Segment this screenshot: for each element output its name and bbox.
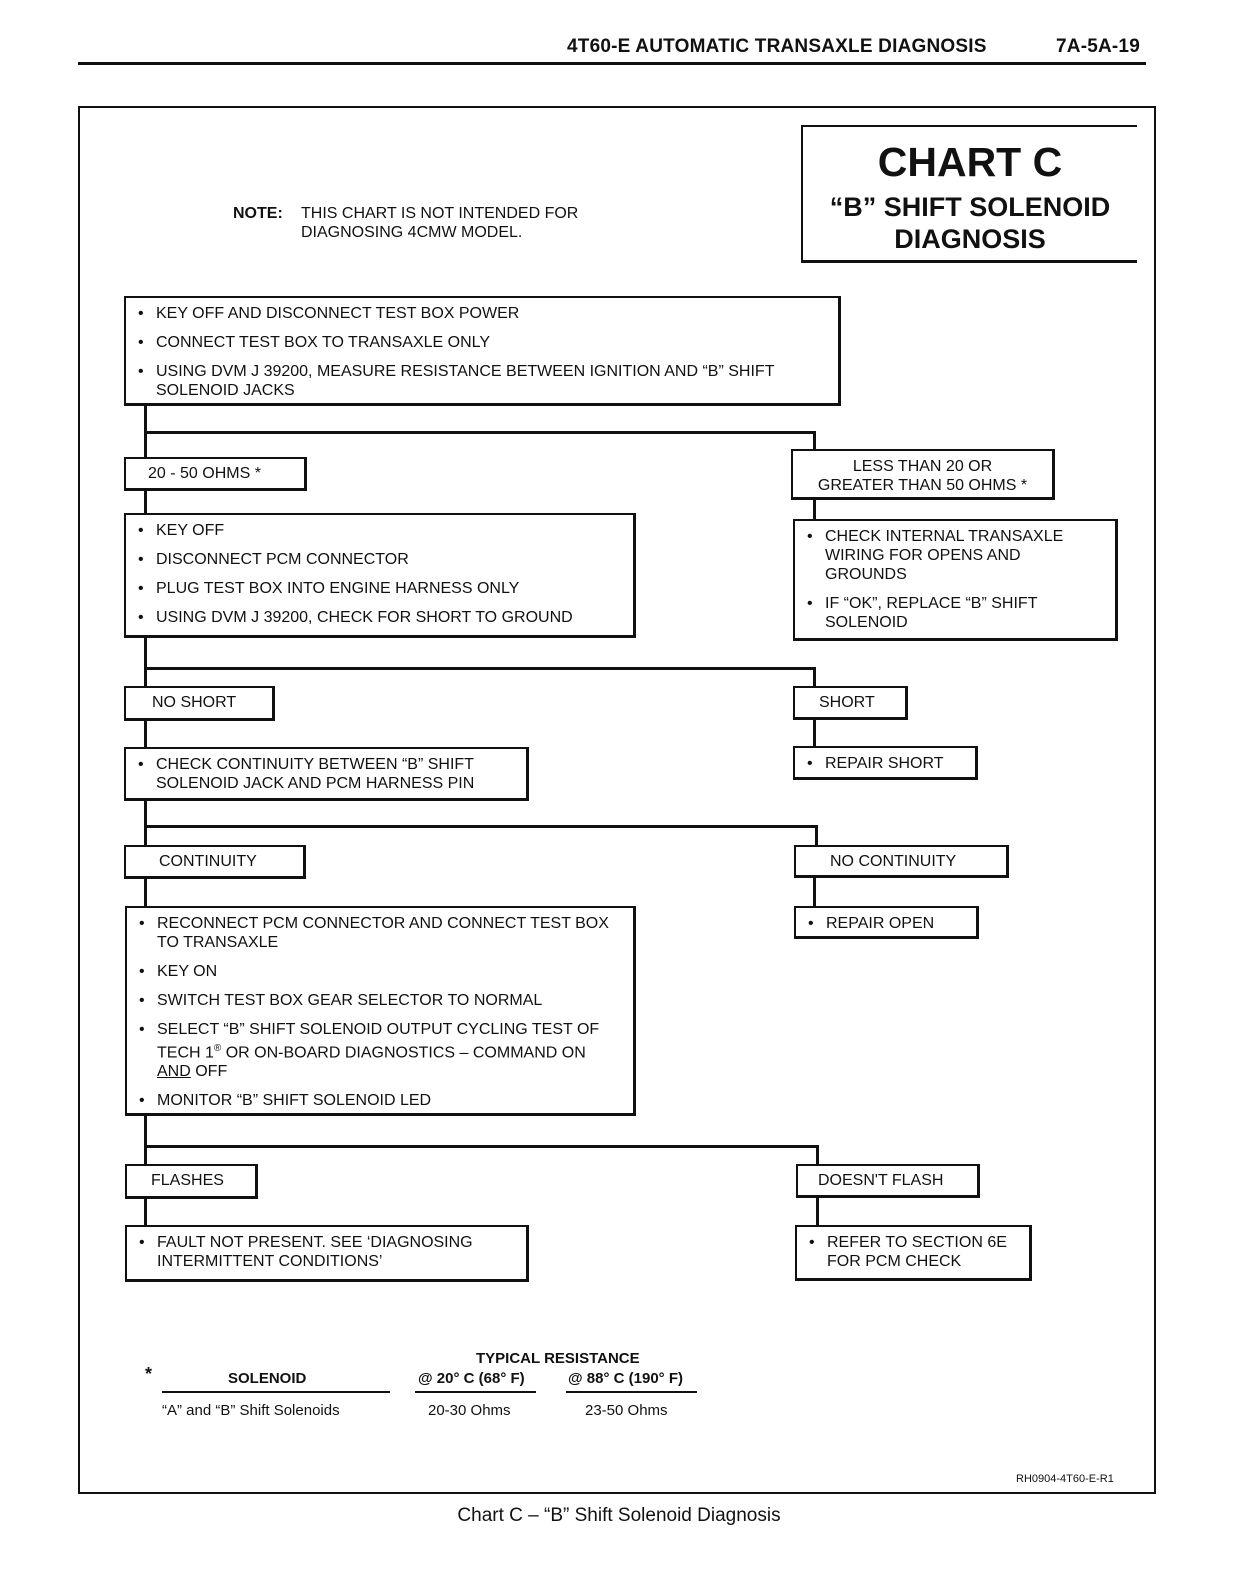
table-group-header: TYPICAL RESISTANCE <box>476 1350 640 1367</box>
ok-resistance-label: 20 - 50 OHMS * <box>124 457 307 491</box>
step3-item: • CHECK CONTINUITY BETWEEN “B” SHIFT SOLENOID JACK AND PCM HARNESS PIN <box>134 755 516 793</box>
connector <box>816 1145 819 1166</box>
refer-section-item: • REFER TO SECTION 6E FOR PCM CHECK <box>805 1233 1019 1271</box>
note-line1: THIS CHART IS NOT INTENDED FOR <box>301 205 579 222</box>
step1-box <box>124 296 841 406</box>
step4-item: • KEY ON <box>135 962 623 981</box>
connector <box>144 719 147 749</box>
connector <box>815 825 818 847</box>
connector <box>144 877 147 908</box>
step2-item: • USING DVM J 39200, CHECK FOR SHORT TO GROUND <box>134 608 623 627</box>
bad-resistance-line1: LESS THAN 20 OR <box>852 458 993 475</box>
connector <box>144 1145 819 1148</box>
no-continuity-label: NO CONTINUITY <box>794 845 1009 878</box>
step1-item: • KEY OFF AND DISCONNECT TEST BOX POWER <box>134 304 828 323</box>
chart-subtitle-line1: “B” SHIFT SOLENOID <box>829 192 1111 222</box>
step4-item: • SWITCH TEST BOX GEAR SELECTOR TO NORMAL <box>135 991 623 1010</box>
bad-action-item: • IF “OK”, REPLACE “B” SHIFT SOLENOID <box>803 594 1105 632</box>
flashes-label: FLASHES <box>125 1164 258 1199</box>
step2-item: • KEY OFF <box>134 521 623 540</box>
connector <box>144 667 816 670</box>
step2-box <box>124 513 636 638</box>
connector <box>813 431 816 451</box>
connector <box>144 489 147 515</box>
step1-item: • CONNECT TEST BOX TO TRANSAXLE ONLY <box>134 333 828 352</box>
header-rule <box>78 62 1146 65</box>
connector <box>813 876 816 908</box>
connector <box>813 718 816 748</box>
bad-resistance-label <box>791 449 1055 500</box>
step1-item: • USING DVM J 39200, MEASURE RESISTANCE BETWEEN IGNITION AND “B” SHIFT SOLENOID JACKS <box>134 362 828 400</box>
connector <box>144 825 818 828</box>
step4-item4-and: AND <box>157 1063 191 1081</box>
connector <box>144 1114 147 1166</box>
fault-not-present-item: • FAULT NOT PRESENT. SEE ‘DIAGNOSING INTERMITTENT CONDITIONS’ <box>135 1233 516 1271</box>
connector <box>144 799 147 847</box>
step4-box <box>125 906 636 1116</box>
table-col-20c: @ 20° C (68° F) <box>418 1370 525 1387</box>
step4-item: • RECONNECT PCM CONNECTOR AND CONNECT TEST BOX TO TRANSAXLE <box>135 914 623 952</box>
note-line2: DIAGNOSING 4CMW MODEL. <box>301 224 523 241</box>
repair-short-box <box>793 746 978 780</box>
no-short-label: NO SHORT <box>124 686 275 721</box>
repair-open-item: • REPAIR OPEN <box>804 914 966 933</box>
short-label: SHORT <box>793 686 908 720</box>
note-label: NOTE: <box>233 205 283 222</box>
connector <box>813 667 816 688</box>
header-page-number: 7A-5A-19 <box>1056 36 1140 57</box>
note <box>233 204 578 242</box>
figure-code: RH0904-4T60-E-R1 <box>1016 1473 1114 1485</box>
bad-action-box <box>793 519 1118 641</box>
connector <box>144 1196 147 1227</box>
doesnt-flash-label: DOESN'T FLASH <box>796 1164 980 1198</box>
chart-subtitle-line2: DIAGNOSIS <box>894 224 1046 254</box>
connector <box>816 1196 819 1227</box>
continuity-label: CONTINUITY <box>124 845 306 879</box>
refer-section-box <box>795 1225 1032 1281</box>
connector <box>144 636 147 688</box>
bad-action-item: • CHECK INTERNAL TRANSAXLE WIRING FOR OPENS AND GROUNDS <box>803 527 1105 584</box>
figure-caption: Chart C – “B” Shift Solenoid Diagnosis <box>457 1505 781 1526</box>
table-col-solenoid: SOLENOID <box>228 1370 307 1387</box>
step4-item: • MONITOR “B” SHIFT SOLENOID LED <box>135 1091 623 1110</box>
repair-open-box <box>794 906 979 939</box>
step3-box <box>124 747 529 801</box>
bad-resistance-line2: GREATER THAN 50 OHMS * <box>817 477 1028 494</box>
table-cell-solenoid: “A” and “B” Shift Solenoids <box>162 1402 340 1419</box>
chart-title-box <box>801 125 1137 263</box>
step4-item4-text: OR ON-BOARD DIAGNOSTICS – COMMAND ON <box>221 1044 586 1062</box>
connector <box>144 431 816 434</box>
step2-item: • DISCONNECT PCM CONNECTOR <box>134 550 623 569</box>
header-title: 4T60-E AUTOMATIC TRANSAXLE DIAGNOSIS <box>567 36 987 57</box>
step4-item4-text: OFF <box>190 1063 228 1081</box>
step4-item4-text: SELECT “B” SHIFT SOLENOID OUTPUT CYCLING TEST OF TECH 1 <box>157 1021 600 1062</box>
table-rule <box>566 1391 697 1393</box>
step2-item: • PLUG TEST BOX INTO ENGINE HARNESS ONLY <box>134 579 623 598</box>
table-col-88c: @ 88° C (190° F) <box>568 1370 683 1387</box>
step4-item <box>135 1020 623 1081</box>
repair-short-item: • REPAIR SHORT <box>803 754 965 773</box>
fault-not-present-box <box>125 1225 529 1282</box>
chart-title: CHART C <box>877 139 1063 185</box>
table-cell-20c: 20-30 Ohms <box>428 1402 511 1419</box>
table-asterisk: * <box>145 1364 153 1384</box>
table-cell-88c: 23-50 Ohms <box>585 1402 668 1419</box>
table-rule <box>162 1391 390 1393</box>
table-rule <box>415 1391 536 1393</box>
registered-mark: ® <box>213 1043 222 1054</box>
